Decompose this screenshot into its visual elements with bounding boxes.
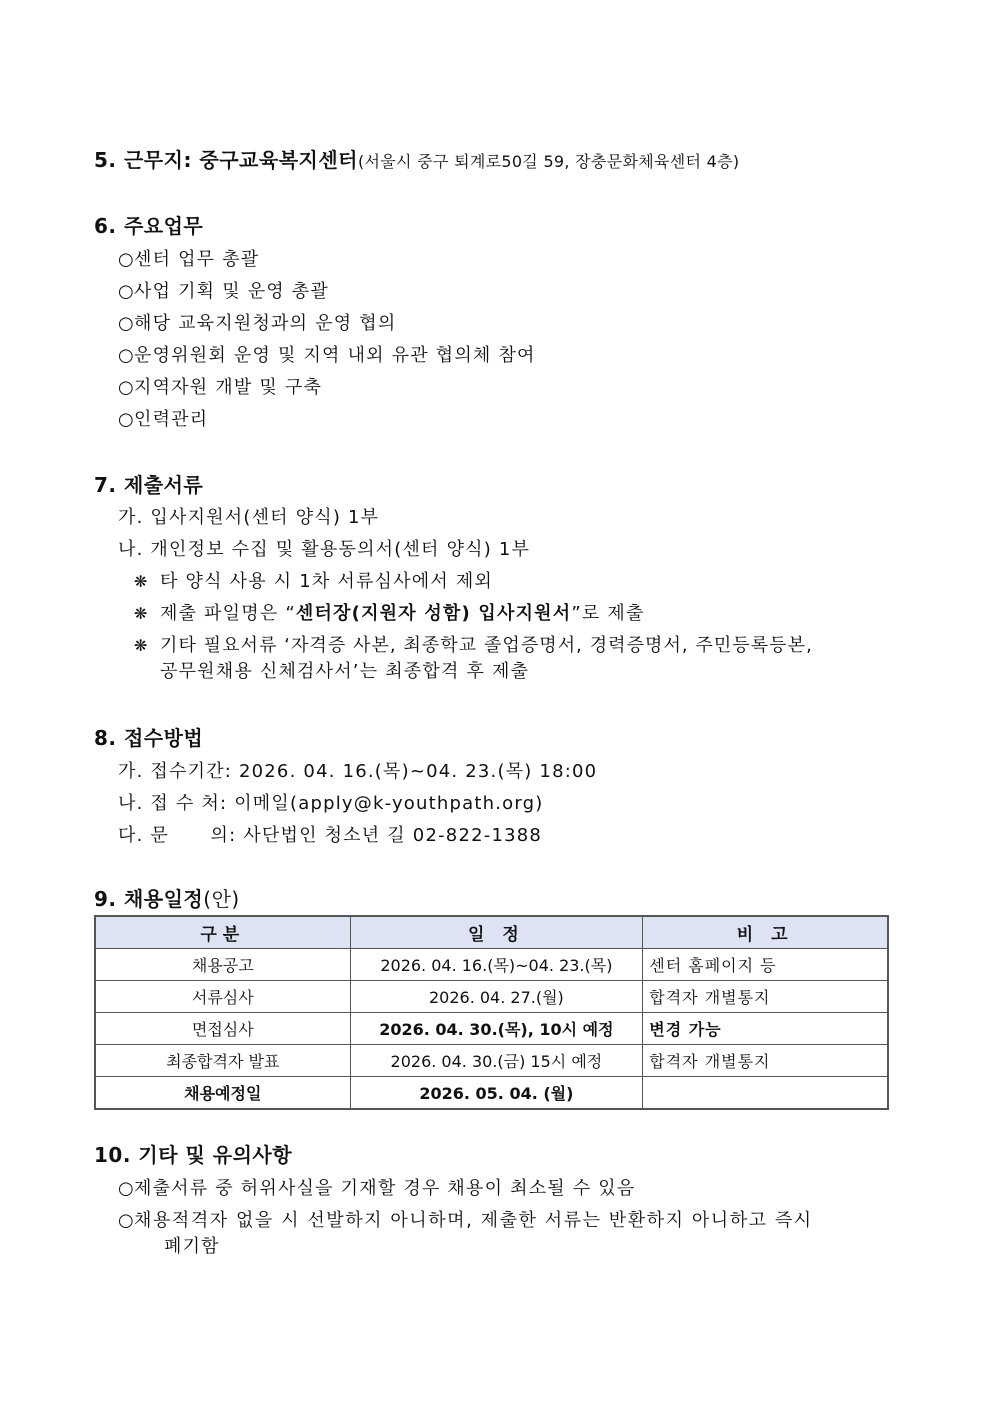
bullet-icon: ○	[118, 409, 135, 430]
table-cell: 합격자 개별통지	[643, 981, 888, 1013]
notice-item-continued: 폐기함	[164, 1236, 220, 1257]
note-item: ❋ 타 양식 사용 시 1차 서류심사에서 제외	[134, 571, 494, 592]
table-cell: 합격자 개별통지	[643, 1045, 888, 1077]
table-cell: 2026. 04. 30.(금) 15시 예정	[350, 1045, 643, 1077]
table-row	[95, 1013, 888, 1045]
note-item-continued: 공무원채용 신체검사서’는 최종합격 후 제출	[160, 661, 530, 682]
table-cell: 센터 홈페이지 등	[643, 949, 888, 981]
document-item-b: 나. 개인정보 수집 및 활용동의서(센터 양식) 1부	[118, 539, 531, 560]
notice-item: ○채용적격자 없을 시 선발하지 아니하며, 제출한 서류는 반환하지 아니하고 즉시	[118, 1210, 813, 1231]
note-item: ❋ 제출 파일명은 “센터장(지원자 성함) 입사지원서”로 제출	[134, 603, 645, 624]
duty-item: ○센터 업무 총괄	[118, 249, 260, 270]
bullet-icon: ○	[118, 1178, 135, 1199]
table-cell: 서류심사	[95, 981, 350, 1013]
section-10-heading: 10. 기타 및 유의사항	[94, 1143, 293, 1167]
schedule-table	[94, 915, 889, 1110]
bullet-icon: ○	[118, 377, 135, 398]
note-item: ❋ 기타 필요서류 ‘자격증 사본, 최종학교 졸업증명서, 경력증명서, 주민등록등본,	[134, 635, 813, 656]
table-header-row	[95, 916, 888, 949]
table-cell: 2026. 04. 30.(목), 10시 예정	[350, 1013, 643, 1045]
table-cell: 2026. 04. 27.(월)	[350, 981, 643, 1013]
section-7-heading: 7. 제출서류	[94, 473, 204, 497]
duty-item: ○사업 기획 및 운영 총괄	[118, 281, 329, 302]
asterisk-icon: ❋	[134, 572, 149, 591]
table-cell: 2026. 04. 16.(목)~04. 23.(목)	[350, 949, 643, 981]
bullet-icon: ○	[118, 1210, 136, 1231]
section-6-heading: 6. 주요업무	[94, 214, 204, 238]
table-cell: 채용예정일	[95, 1077, 350, 1110]
duty-item: ○인력관리	[118, 409, 209, 430]
duty-item: ○운영위원회 운영 및 지역 내외 유관 협의체 참여	[118, 345, 536, 366]
notice-item: ○제출서류 중 허위사실을 기재할 경우 채용이 최소될 수 있음	[118, 1178, 636, 1199]
section-5-label: 근무지:	[123, 148, 192, 172]
inquiry-contact: 다. 문 의: 사단법인 청소년 길 02-822-1388	[118, 825, 543, 846]
section-8-heading: 8. 접수방법	[94, 726, 204, 750]
bullet-icon: ○	[118, 313, 135, 334]
section-9-heading: 9. 채용일정(안)	[94, 887, 240, 911]
section-5-number: 5.	[94, 148, 117, 172]
bullet-icon: ○	[118, 281, 135, 302]
column-header: 비 고	[643, 916, 888, 949]
asterisk-icon: ❋	[134, 604, 149, 623]
duty-item: ○지역자원 개발 및 구축	[118, 377, 323, 398]
table-cell: 채용공고	[95, 949, 350, 981]
document-item-a: 가. 입사지원서(센터 양식) 1부	[118, 507, 380, 528]
workplace-name: 중구교육복지센터	[199, 148, 358, 172]
application-period: 가. 접수기간: 2026. 04. 16.(목)~04. 23.(목) 18:00	[118, 761, 598, 782]
column-header: 일 정	[350, 916, 643, 949]
table-cell: 2026. 05. 04. (월)	[350, 1077, 643, 1110]
duty-item: ○해당 교육지원청과의 운영 협의	[118, 313, 397, 334]
table-row	[95, 1045, 888, 1077]
table-row	[95, 1077, 888, 1110]
application-email: 나. 접 수 처: 이메일(apply@k-youthpath.org)	[118, 793, 544, 814]
file-name-format: 센터장(지원자 성함) 입사지원서	[295, 603, 572, 624]
bullet-icon: ○	[118, 249, 135, 270]
workplace-address: (서울시 중구 퇴계로50길 59, 장충문화체육센터 4층)	[357, 152, 740, 171]
table-row	[95, 981, 888, 1013]
table-cell: 면접심사	[95, 1013, 350, 1045]
table-row	[95, 949, 888, 981]
table-cell	[643, 1077, 888, 1110]
table-cell: 최종합격자 발표	[95, 1045, 350, 1077]
column-header: 구분	[95, 916, 350, 949]
bullet-icon: ○	[118, 345, 135, 366]
asterisk-icon: ❋	[134, 636, 149, 655]
section-5-heading	[94, 144, 739, 173]
table-cell: 변경 가능	[643, 1013, 888, 1045]
